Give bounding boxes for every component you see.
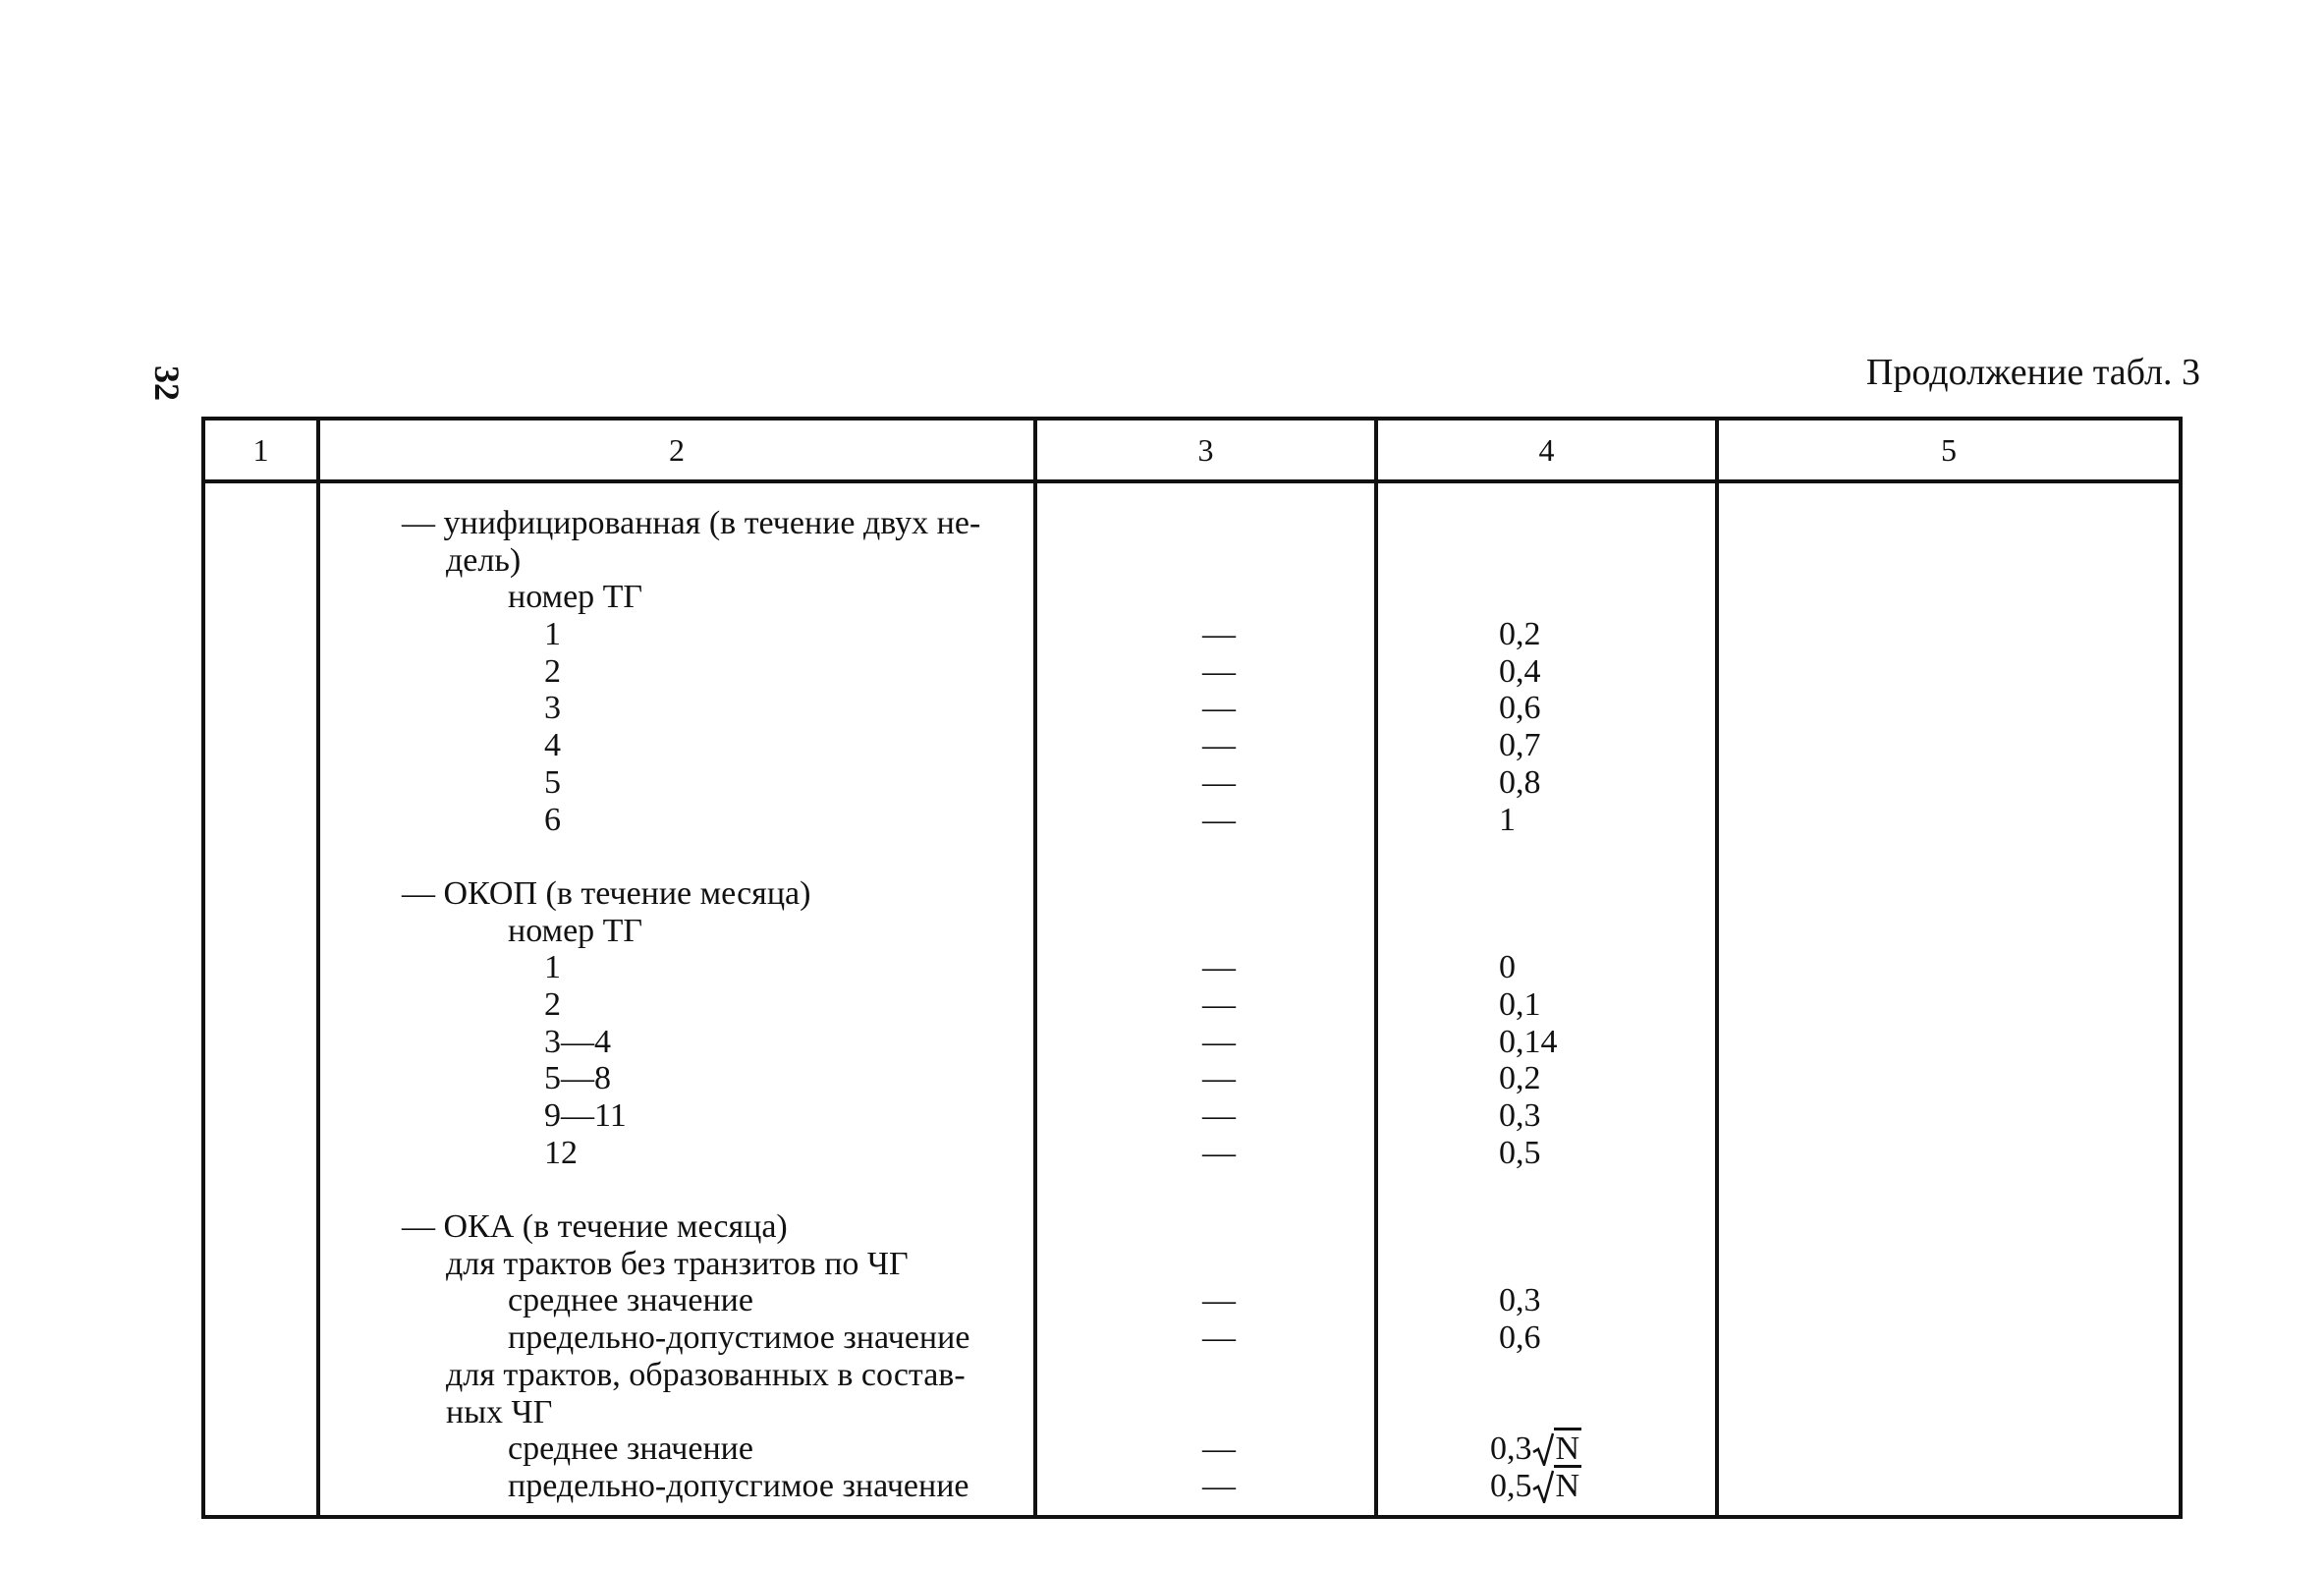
col3-value: —	[1202, 1097, 1236, 1134]
col4-value: 1	[1499, 801, 1516, 838]
section-title-cont: дель)	[446, 541, 522, 579]
tg-number: 12	[544, 1134, 578, 1171]
header-divider	[205, 479, 2179, 483]
table-row	[205, 505, 2179, 542]
table-row	[205, 1430, 2179, 1468]
max-label: предельно-допусгимое значение	[508, 1467, 969, 1504]
group-label-cont: ных ЧГ	[446, 1393, 553, 1430]
col3-value: —	[1202, 801, 1236, 838]
header-col-5: 5	[1941, 432, 1957, 468]
col4-value: 0,3	[1499, 1097, 1541, 1134]
table-row	[205, 875, 2179, 913]
table-row	[205, 1097, 2179, 1135]
avg-label: среднее значение	[508, 1282, 753, 1319]
col3-value: —	[1202, 1023, 1236, 1060]
col3-value: —	[1202, 1430, 1236, 1468]
avg-label: среднее значение	[508, 1430, 753, 1468]
table-row	[205, 913, 2179, 950]
col4-value: 0,7	[1499, 727, 1541, 764]
table-row	[205, 1394, 2179, 1431]
section-title: — унифицированная (в течение двух не-	[402, 505, 981, 541]
table-row	[205, 802, 2179, 839]
max-label: предельно-допустимое значение	[508, 1319, 970, 1357]
table-body	[205, 505, 2179, 1505]
data-table	[201, 417, 2183, 1519]
page-number: 32	[147, 365, 187, 401]
col4-value: 0,14	[1499, 1023, 1558, 1060]
col3-value: —	[1202, 985, 1236, 1023]
col3-value: —	[1202, 616, 1236, 653]
tg-number: 2	[544, 652, 561, 690]
table-row	[205, 1208, 2179, 1246]
table-row	[205, 616, 2179, 653]
formula-coefficient: 0,5	[1490, 1467, 1532, 1504]
col4-value: 0,1	[1499, 985, 1541, 1023]
col3-value: —	[1202, 727, 1236, 764]
table-row	[205, 1357, 2179, 1394]
table-row	[205, 1282, 2179, 1319]
sqrt-formula	[1490, 1468, 1581, 1505]
tg-number: 1	[544, 616, 561, 653]
col4-value: 0,5	[1499, 1134, 1541, 1171]
col4-value: 0,2	[1499, 616, 1541, 653]
continuation-caption: Продолжение табл. 3	[1865, 352, 2200, 393]
header-col-3: 3	[1197, 432, 1214, 468]
col4-value: 0,4	[1499, 652, 1541, 690]
header-col-4: 4	[1538, 432, 1555, 468]
sqrt-expression	[1532, 1468, 1582, 1505]
table-row	[205, 579, 2179, 616]
table-row	[205, 542, 2179, 580]
col3-value: —	[1202, 1060, 1236, 1097]
col3-value: —	[1202, 763, 1236, 801]
tg-number: 6	[544, 801, 561, 838]
subhead: номер ТГ	[508, 912, 643, 949]
col3-value: —	[1202, 1134, 1236, 1171]
col3-value: —	[1202, 1319, 1236, 1357]
col3-value: —	[1202, 690, 1236, 727]
spacer	[205, 838, 2179, 875]
subhead: номер ТГ	[508, 579, 643, 616]
tg-number: 3—4	[544, 1023, 611, 1060]
table-row	[205, 727, 2179, 764]
header-col-1: 1	[252, 432, 269, 468]
col3-value: —	[1202, 949, 1236, 986]
col3-value: —	[1202, 1282, 1236, 1319]
tg-number: 3	[544, 690, 561, 727]
section-title: — ОКОП (в течение месяца)	[402, 874, 811, 912]
table-row	[205, 1060, 2179, 1097]
col4-value: 0	[1499, 949, 1516, 986]
table-row	[205, 764, 2179, 802]
table-row	[205, 690, 2179, 727]
table-row	[205, 949, 2179, 986]
radical-sign-icon	[1532, 1470, 1554, 1503]
sqrt-expression	[1532, 1430, 1582, 1468]
col4-value: 0,6	[1499, 1319, 1541, 1357]
table-row	[205, 1468, 2179, 1505]
tg-number: 5	[544, 763, 561, 801]
tg-number: 4	[544, 727, 561, 764]
col4-value: 0,3	[1499, 1282, 1541, 1319]
tg-number: 9—11	[544, 1097, 627, 1134]
tg-number: 2	[544, 985, 561, 1023]
table-row	[205, 986, 2179, 1024]
col3-value: —	[1202, 1467, 1236, 1504]
radical-sign-icon	[1532, 1432, 1554, 1466]
table-row	[205, 653, 2179, 691]
group-label: для трактов, образованных в состав-	[446, 1356, 966, 1393]
col4-value: 0,2	[1499, 1060, 1541, 1097]
header-col-2: 2	[669, 432, 685, 468]
col4-value: 0,6	[1499, 690, 1541, 727]
section-title: — ОКА (в течение месяца)	[402, 1208, 788, 1246]
tg-number: 5—8	[544, 1060, 611, 1097]
group-label: для трактов без транзитов по ЧГ	[446, 1245, 909, 1282]
formula-coefficient: 0,3	[1490, 1430, 1532, 1468]
tg-number: 1	[544, 949, 561, 986]
spacer	[205, 1171, 2179, 1208]
formula-radicand: N	[1554, 1465, 1582, 1504]
col4-value: 0,8	[1499, 763, 1541, 801]
col3-value: —	[1202, 652, 1236, 690]
table-row	[205, 1246, 2179, 1283]
sqrt-formula	[1490, 1430, 1581, 1468]
formula-radicand: N	[1554, 1428, 1582, 1467]
table-row	[205, 1319, 2179, 1357]
table-row	[205, 1024, 2179, 1061]
table-row	[205, 1135, 2179, 1172]
